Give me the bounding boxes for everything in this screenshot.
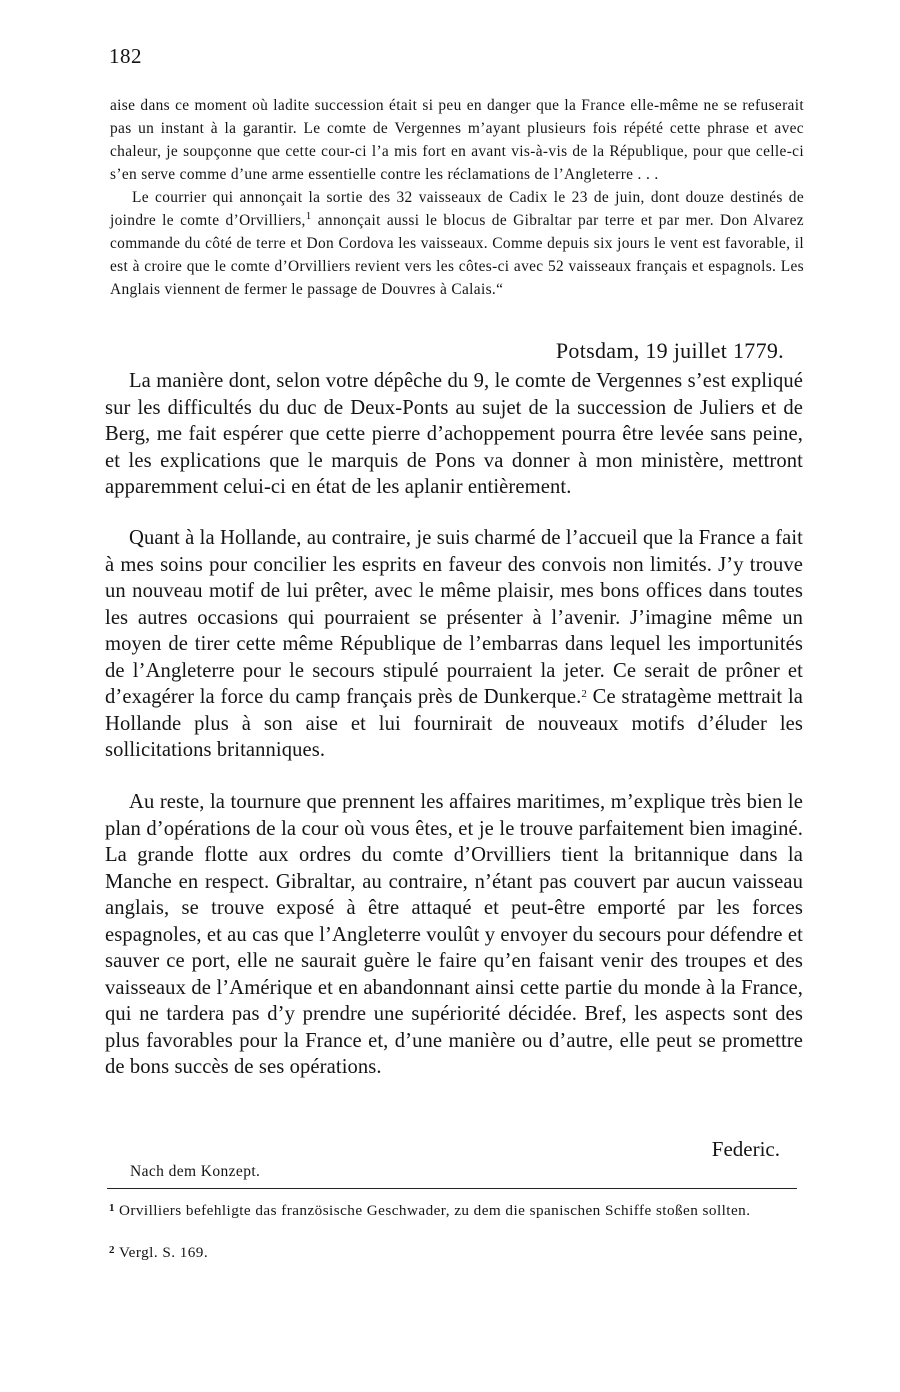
letter-paragraph [105,525,803,764]
signature: Federic. [711,1137,780,1161]
letter-dateline: Potsdam, 19 juillet 1779. [555,338,784,363]
footnote-mark: 2 [109,1244,115,1256]
quote-text: annonçait aussi le blocus de Gibraltar par terre et par mer. Don Alvarez commande du côté de terre et Don Cordova les vaisseaux. Comme depuis six jours le vent est favorable, il est à croire que le comte d’Orvilliers revient vers les côtes-ci avec 52 vaisseaux français et espagnols. Les Anglais viennent de fermer le passage de Douvres à Calais.“ [110,212,804,298]
footnote-text: Orvilliers befehligte das französische Geschwader, zu dem die spanischen Schiffe stoßen sollten. [118,1202,751,1219]
quote-text: Le courrier qui annonçait la sortie des 32 vaisseaux de Cadix le 23 de juin, dont douze destinés de joindre le comte d’Orvilliers, [110,189,804,229]
quote-paragraph: aise dans ce moment où ladite succession était si peu en danger que la France elle-même ne se refuserait pas un instant à la garantir. Le comte de Vergennes m’ayant plusieurs fois répété cette phrase et avec chaleur, je soupçonne que cette cour-ci l’a mis fort en avant vis-à-vis de la République, pour que celle-ci s’en serve comme d’une arme essentielle contre les réclamations de l’Angleterre . . . [110,97,804,183]
source-note: Nach dem Konzept. [130,1163,261,1180]
paragraph-text-part: Quant à la Hollande, au contraire, je suis charmé de l’accueil que la France a fait à mes soins pour concilier les esprits en faveur des convois non limités. J’y trouve un nouveau motif de lui prêter, avec le même plaisir, mes bons offices dans toutes les autres occasions qui pourraient se présenter à l’avenir. J’imagine même un moyen de tirer cette même République de l’embarras dans lequel les importunités de l’Angleterre pour le secours stipulé pourraient la jeter. Ce serait de prôner et d’exagérer la force du camp français près de Dunkerque. [105,527,803,708]
quoted-dispatch [110,94,804,301]
quote-paragraph [110,186,804,301]
footnote-2 [109,1240,799,1263]
footnote-divider [107,1188,797,1189]
letter-paragraph [105,368,803,501]
paragraph-text-part: Ce stratagème mettrait la Hollande plus à son aise et lui fournirait de nouveaux motifs d’éluder les sollicitations britanniques. [105,686,804,761]
paragraph-text: Au reste, la tournure que prennent les affaires maritimes, m’explique très bien le plan d’opérations de la cour où vous êtes, et je le trouve parfaitement bien imaginé. La grande flotte aux ordres du comte d’Orvilliers tient la britannique dans la Manche en respect. Gibraltar, au contraire, n’étant pas couvert par aucun vaisseau anglais, se trouve exposé à être attaqué et peut-être emporté par les forces espagnoles, et au cas que l’Angleterre voulût y envoyer du secours pour défendre et sauver ce port, elle ne saurait guère le faire qu’en faisant venir des troupes et des vaisseaux de l’Amérique et en abandonnant ainsi cette partie du monde à la France, qui ne tardera pas d’y prendre une supériorité décidée. Bref, les aspects sont des plus favorables pour la France et, d’une manière ou d’autre, elle peut se promettre de bons succès de ses opérations. [105,791,803,1078]
footnote-text: Vergl. S. 169. [118,1244,209,1261]
footnote-1 [109,1198,799,1221]
footnote-mark: 1 [109,1202,115,1214]
letter-paragraph [105,789,803,1081]
page-number: 182 [109,44,142,68]
paragraph-text [105,525,803,764]
paragraph-text: La manière dont, selon votre dépêche du 9, le comte de Vergennes s’est expliqué sur les difficultés du duc de Deux-Ponts au sujet de la succession de Juliers et de Berg, me fait espérer que cette pierre d’achoppement pourra être levée sans peine, et les explications que le marquis de Pons va donner à mon ministère, mettront apparemment celui-ci en état de les aplanir entièrement. [105,370,803,498]
footnote-ref-2[interactable]: 2 [581,688,587,700]
footnote-ref-1[interactable]: 1 [305,210,312,222]
